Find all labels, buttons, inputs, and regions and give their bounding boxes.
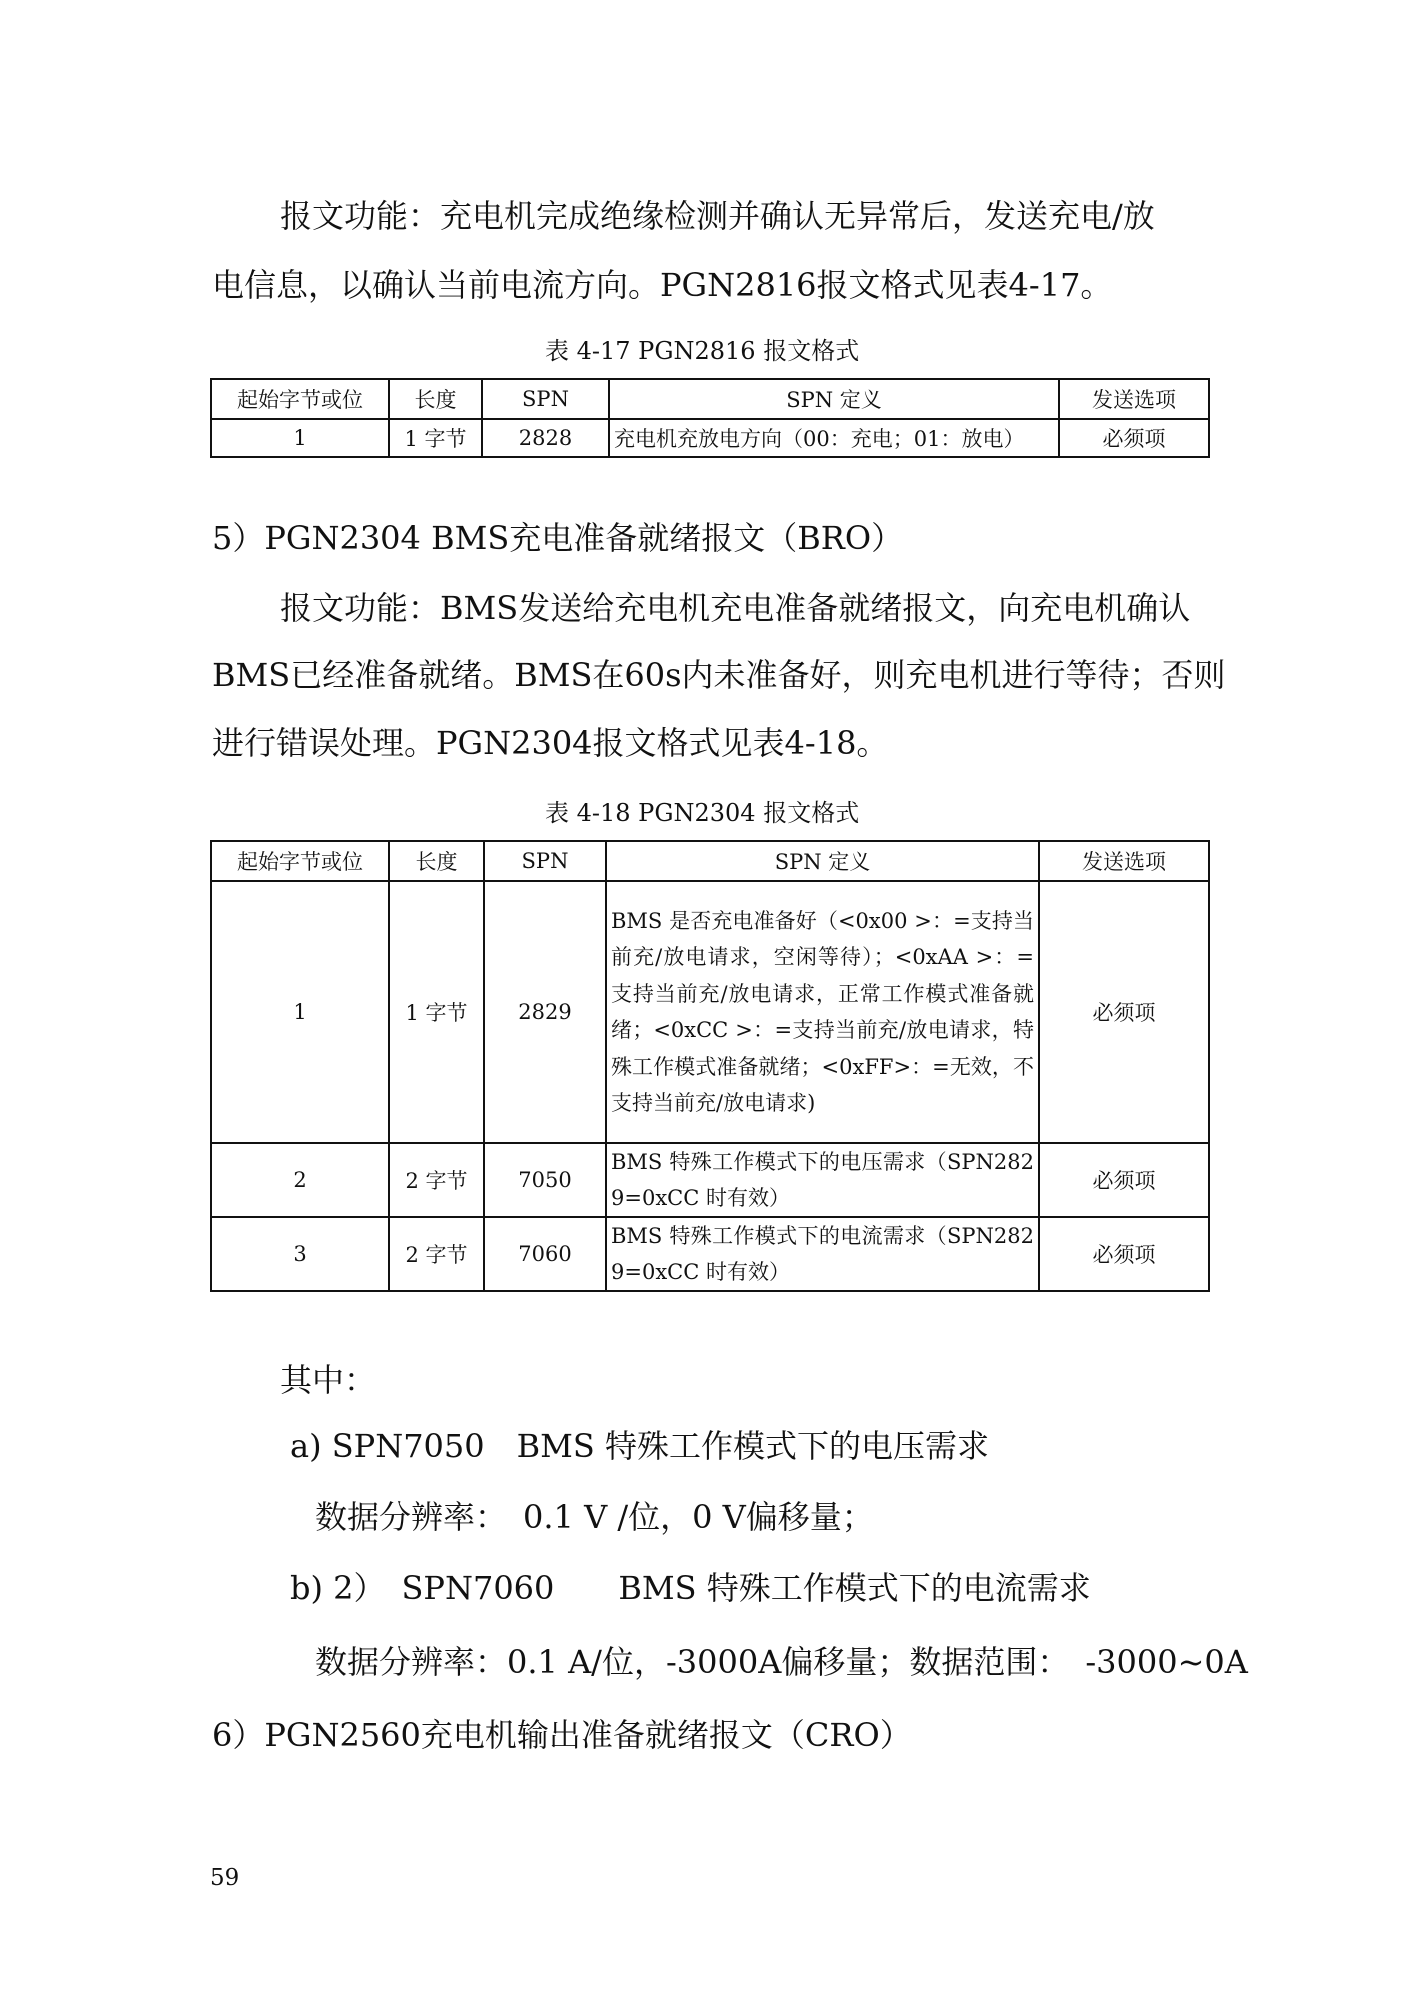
table-cell: BMS 是否充电准备好（<0x00 >：=支持当前充/放电请求，空闲等待）；<0xAA >：=支持当前充/放电请求，正常工作模式准备就绪；<0xCC >：=支持当前充/放电请求，特殊工作模式准备就绪；<0xFF>：=无效，不支持当前充/放电请求) xyxy=(606,881,1039,1143)
notes-a-detail: 数据分辨率： 0.1 V /位，0 V偏移量； xyxy=(315,1498,874,1536)
table-cell: 1 xyxy=(211,419,389,457)
table-cell: 1 xyxy=(211,881,389,1143)
notes-b-detail: 数据分辨率：0.1 A/位，-3000A偏移量；数据范围： -3000~0A xyxy=(315,1643,1248,1681)
table-cell: 必须项 xyxy=(1059,419,1209,457)
section5-line-1: 报文功能：BMS发送给充电机充电准备就绪报文，向充电机确认 xyxy=(280,589,1191,627)
table-cell: 7050 xyxy=(484,1143,606,1217)
table-cell: 1 字节 xyxy=(389,419,482,457)
table-cell: 2829 xyxy=(484,881,606,1143)
intro-line-2: 电信息，以确认当前电流方向。PGN2816报文格式见表4-17。 xyxy=(212,266,1113,304)
table-row xyxy=(211,419,1209,457)
table-4-18 xyxy=(210,840,1210,1292)
table-cell: 必须项 xyxy=(1039,881,1209,1143)
table1-header-row xyxy=(211,379,1209,419)
table1-header-cell: 起始字节或位 xyxy=(211,379,389,419)
table1-header-cell: SPN 定义 xyxy=(609,379,1059,419)
table2-header-cell: 起始字节或位 xyxy=(211,841,389,881)
table-cell: 3 xyxy=(211,1217,389,1291)
table-cell: 必须项 xyxy=(1039,1217,1209,1291)
table-cell: 1 字节 xyxy=(389,881,484,1143)
table2-header-cell: SPN 定义 xyxy=(606,841,1039,881)
table-cell: 必须项 xyxy=(1039,1143,1209,1217)
table-4-17 xyxy=(210,378,1210,458)
section5-heading: 5）PGN2304 BMS充电准备就绪报文（BRO） xyxy=(212,519,904,557)
table-cell: BMS 特殊工作模式下的电压需求（SPN2829=0xCC 时有效） xyxy=(606,1143,1039,1217)
table-cell: 2828 xyxy=(482,419,609,457)
table-row xyxy=(211,881,1209,1143)
table-cell: 充电机充放电方向（00：充电；01：放电） xyxy=(609,419,1059,457)
notes-intro: 其中： xyxy=(280,1361,377,1399)
table1-header-cell: SPN xyxy=(482,379,609,419)
table2-caption: 表 4-18 PGN2304 报文格式 xyxy=(545,799,860,827)
page-number: 59 xyxy=(210,1865,240,1891)
table-cell: 2 xyxy=(211,1143,389,1217)
table2-header-cell: SPN xyxy=(484,841,606,881)
notes-a-title: a) SPN7050 BMS 特殊工作模式下的电压需求 xyxy=(290,1427,990,1465)
section5-line-2: BMS已经准备就绪。BMS在60s内未准备好，则充电机进行等待；否则 xyxy=(212,656,1226,694)
table2-header-cell: 长度 xyxy=(389,841,484,881)
table-cell: 7060 xyxy=(484,1217,606,1291)
table2-header-cell: 发送选项 xyxy=(1039,841,1209,881)
notes-b-title: b) 2） SPN7060 BMS 特殊工作模式下的电流需求 xyxy=(290,1569,1091,1607)
section5-line-3: 进行错误处理。PGN2304报文格式见表4-18。 xyxy=(212,724,889,762)
table-cell: 2 字节 xyxy=(389,1217,484,1291)
table-cell: 2 字节 xyxy=(389,1143,484,1217)
table1-caption: 表 4-17 PGN2816 报文格式 xyxy=(545,337,860,365)
section6-heading: 6）PGN2560充电机输出准备就绪报文（CRO） xyxy=(212,1716,912,1754)
intro-line-1: 报文功能：充电机完成绝缘检测并确认无异常后，发送充电/放 xyxy=(280,197,1155,235)
table-cell: BMS 特殊工作模式下的电流需求（SPN2829=0xCC 时有效） xyxy=(606,1217,1039,1291)
table2-header-row xyxy=(211,841,1209,881)
table1-header-cell: 长度 xyxy=(389,379,482,419)
table-row xyxy=(211,1217,1209,1291)
table-row xyxy=(211,1143,1209,1217)
table1-header-cell: 发送选项 xyxy=(1059,379,1209,419)
